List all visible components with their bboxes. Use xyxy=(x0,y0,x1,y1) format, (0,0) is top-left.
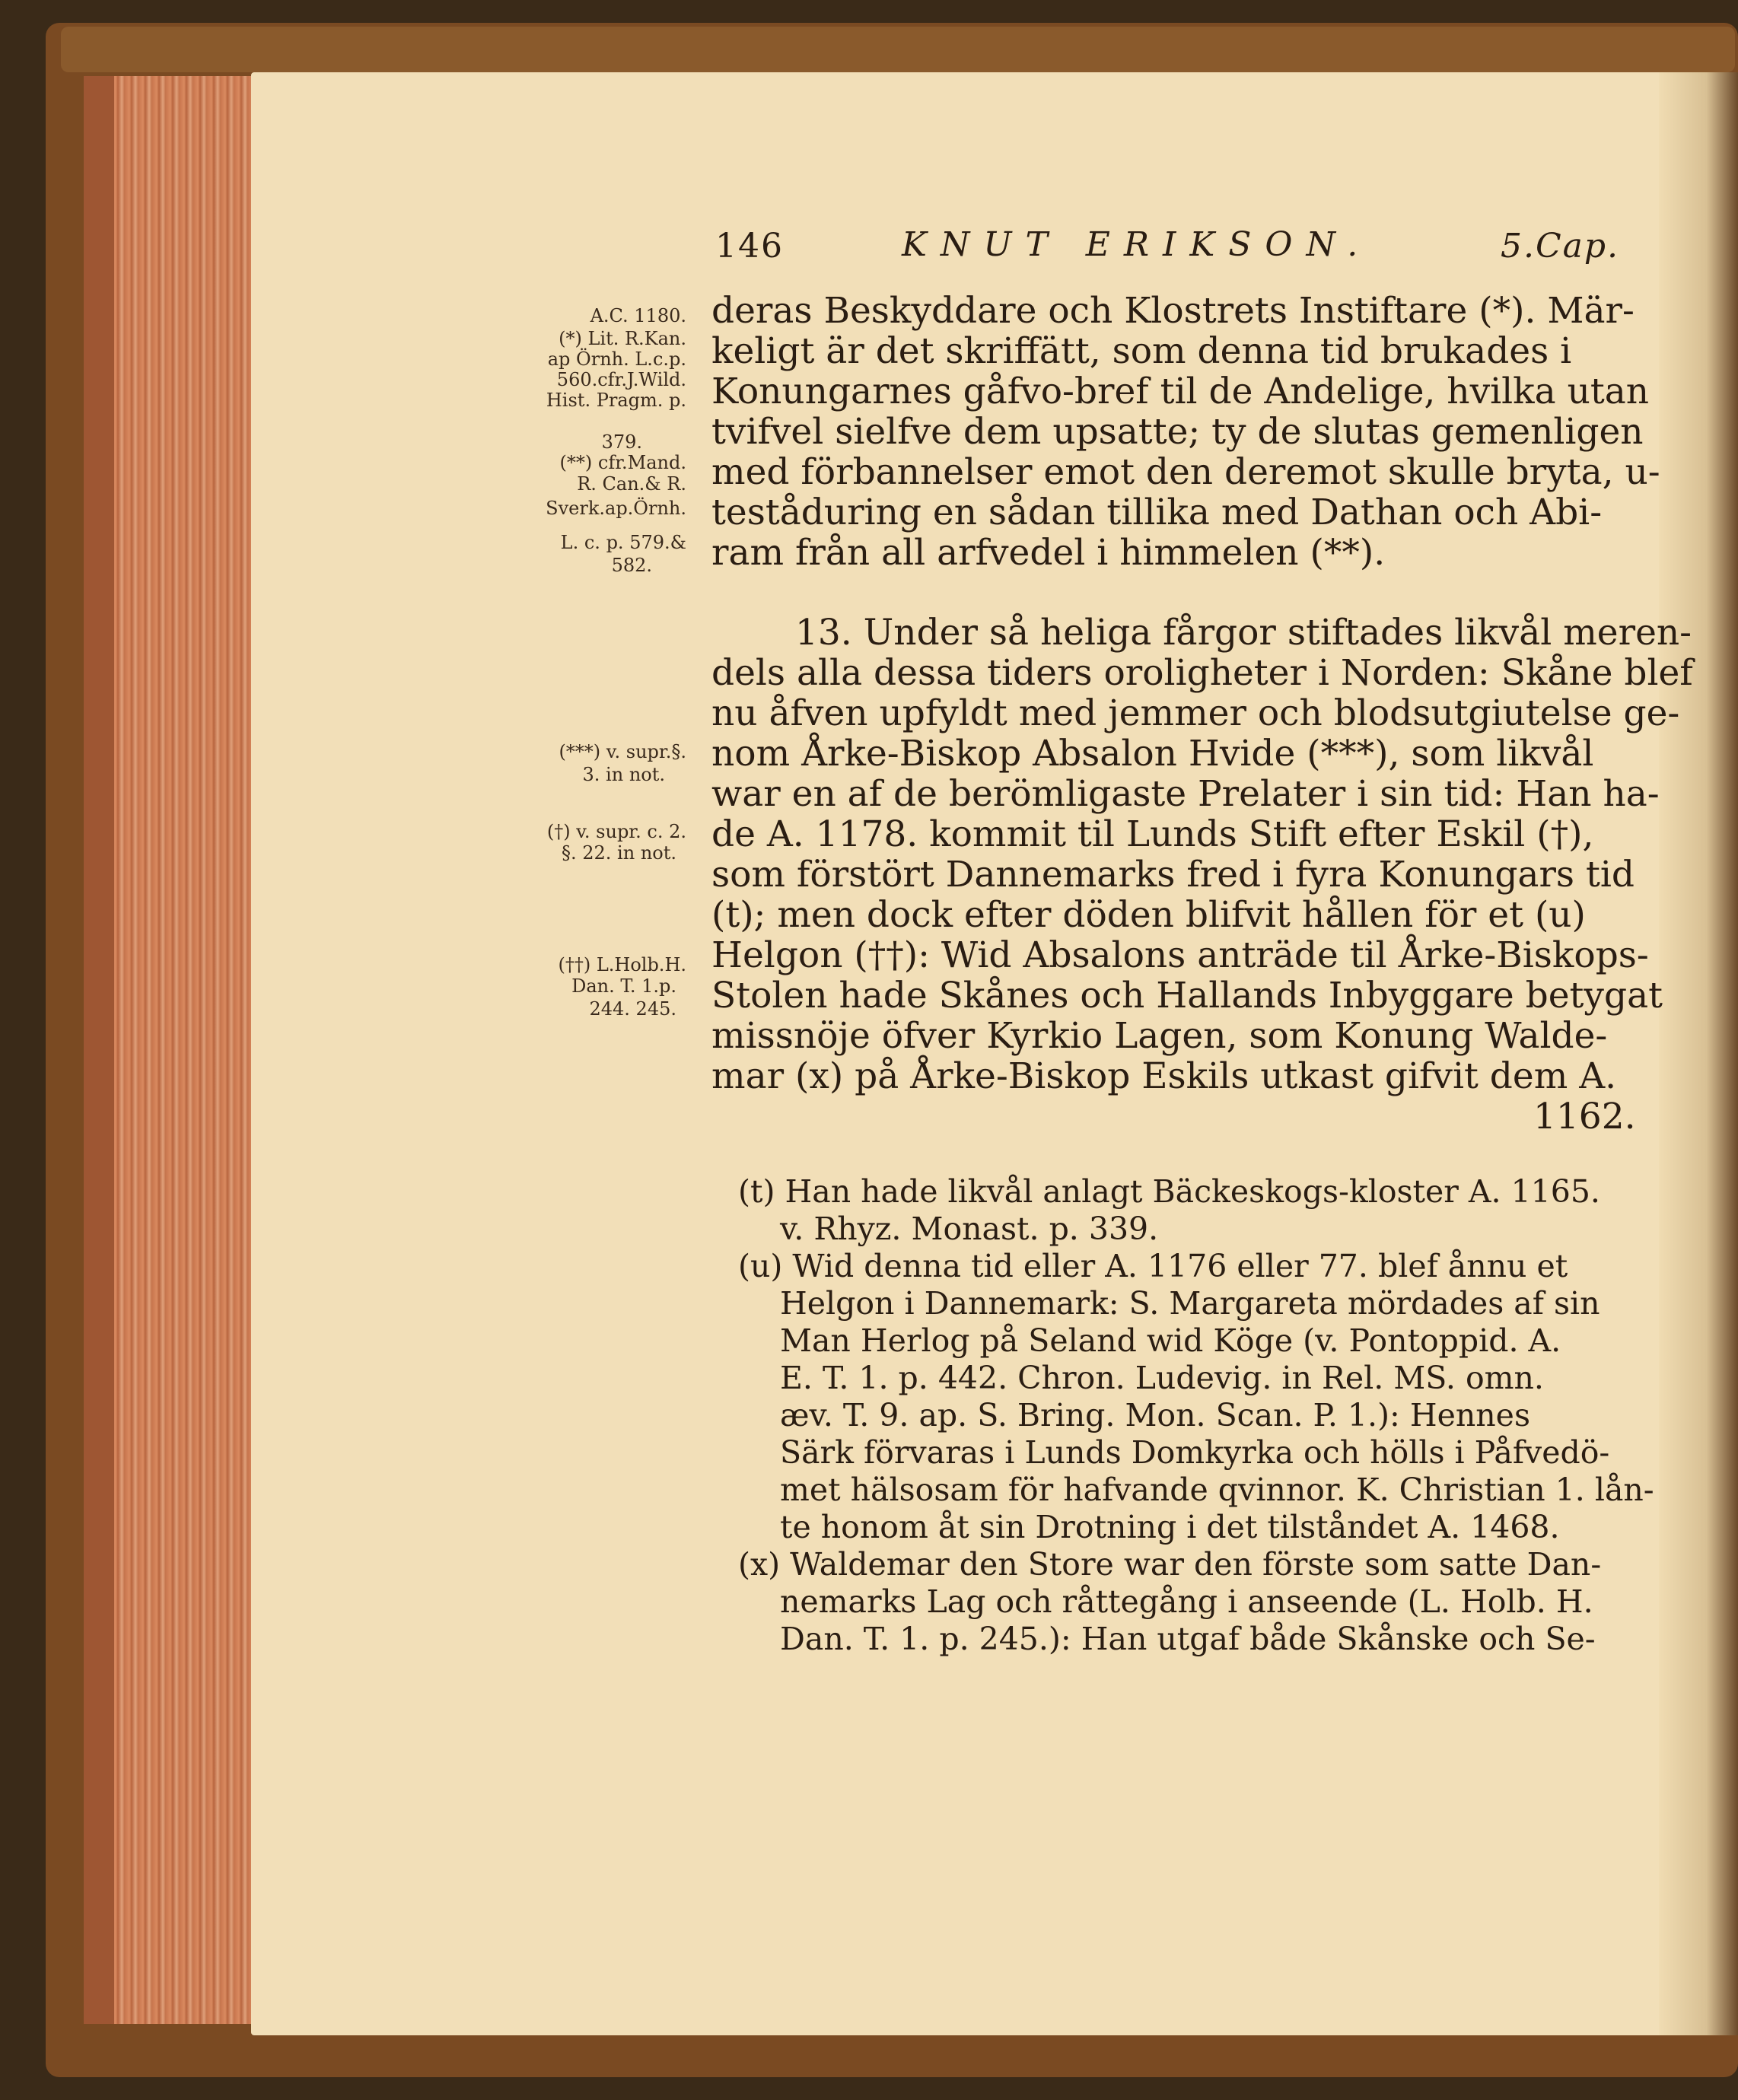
margin-note: Sverk.ap.Örnh. xyxy=(546,498,686,519)
margin-note: 582. xyxy=(611,555,652,576)
text-line: 1162. xyxy=(1533,1096,1636,1138)
margin-note: §. 22. in not. xyxy=(562,842,676,864)
margin-note: 3. in not. xyxy=(582,764,665,785)
text-line: Konungarnes gåfvo-bref til de Andelige, hvilka utan xyxy=(711,371,1650,412)
text-line: war en af de berömligaste Prelater i sin tid: Han ha- xyxy=(711,773,1660,815)
book-cover-top xyxy=(61,27,1735,72)
margin-note: Dan. T. 1.p. xyxy=(571,975,676,997)
margin-note: R. Can.& R. xyxy=(577,473,686,495)
page-number: 146 xyxy=(715,227,784,266)
text-line: keligt är det skriffätt, som denna tid brukades i xyxy=(711,330,1572,372)
footnote-line: E. T. 1. p. 442. Chron. Ludevig. in Rel. MS. omn. xyxy=(780,1360,1544,1396)
text-line: dels alla dessa tiders oroligheter i Norden: Skåne blef xyxy=(711,652,1693,694)
text-line: med förbannelser emot den deremot skulle bryta, u- xyxy=(711,451,1660,493)
text-line: (t); men dock efter döden blifvit hållen för et (u) xyxy=(711,894,1586,936)
text-line: nu åfven upfyldt med jemmer och blodsutgiutelse ge- xyxy=(711,692,1680,734)
margin-note: ap Örnh. L.c.p. xyxy=(547,348,686,370)
text-line: missnöje öfver Kyrkio Lagen, som Konung Walde- xyxy=(711,1015,1608,1057)
margin-note: Hist. Pragm. p. xyxy=(546,390,686,411)
footnote-line: met hälsosam för hafvande qvinnor. K. Christian 1. lån- xyxy=(780,1472,1654,1508)
footnote-line: te honom åt sin Drotning i det tilståndet A. 1468. xyxy=(780,1509,1560,1545)
footnote-line: (u) Wid denna tid eller A. 1176 eller 77. blef ånnu et xyxy=(738,1248,1568,1284)
footnote-line: Dan. T. 1. p. 245.): Han utgaf både Skånske och Se- xyxy=(780,1621,1596,1657)
text-line: tvifvel sielfve dem upsatte; ty de slutas gemenligen xyxy=(711,411,1644,453)
margin-note: 560.cfr.J.Wild. xyxy=(556,369,686,390)
footnote-line: Helgon i Dannemark: S. Margareta mördades af sin xyxy=(780,1285,1600,1322)
text-line: nom Årke-Biskop Absalon Hvide (***), som likvål xyxy=(711,733,1594,775)
footnote-line: Man Herlog på Seland wid Köge (v. Pontoppid. A. xyxy=(780,1322,1561,1359)
footnote-line: Särk förvaras i Lunds Domkyrka och hölls i Påfvedö- xyxy=(780,1434,1610,1471)
text-line: ram från all arfvedel i himmelen (**). xyxy=(711,532,1386,574)
margin-note: (††) L.Holb.H. xyxy=(558,954,686,975)
margin-note: (**) cfr.Mand. xyxy=(559,452,686,473)
text-line: teståduring en sådan tillika med Dathan och Abi- xyxy=(711,492,1603,533)
margin-note: A.C. 1180. xyxy=(590,305,686,326)
footnote-line: æv. T. 9. ap. S. Bring. Mon. Scan. P. 1.): Hennes xyxy=(780,1397,1530,1433)
page-gutter xyxy=(1659,72,1738,2035)
text-line: Stolen hade Skånes och Hallands Inbyggare betygat xyxy=(711,975,1663,1017)
margin-note: L. c. p. 579.& xyxy=(560,532,686,553)
text-line: Helgon (††): Wid Absalons anträde til Årke-Biskops- xyxy=(711,934,1649,976)
text-line: deras Beskyddare och Klostrets Instiftare (*). Mär- xyxy=(711,290,1635,332)
text-line: mar (x) på Årke-Biskop Eskils utkast gifvit dem A. xyxy=(711,1055,1617,1097)
margin-note: 379. xyxy=(601,431,642,453)
footnote-line: nemarks Lag och råttegång i anseende (L. Holb. H. xyxy=(780,1583,1593,1620)
text-line: 13. Under så heliga fårgor stiftades likvål meren- xyxy=(795,612,1692,654)
text-line: som förstört Dannemarks fred i fyra Konungars tid xyxy=(711,854,1635,896)
margin-note: 244. 245. xyxy=(589,998,676,1020)
footnote-line: (x) Waldemar den Store war den förste som satte Dan- xyxy=(738,1546,1602,1583)
margin-note: (***) v. supr.§. xyxy=(559,741,686,762)
page-edges-shadow xyxy=(84,76,114,2024)
running-title: KNUT ERIKSON. xyxy=(902,225,1372,264)
text-line: de A. 1178. kommit til Lunds Stift efter Eskil (†), xyxy=(711,813,1594,855)
chapter-label: 5.Cap. xyxy=(1501,227,1620,266)
margin-note: (†) v. supr. c. 2. xyxy=(546,821,686,842)
footnote-line: v. Rhyz. Monast. p. 339. xyxy=(780,1211,1159,1247)
footnote-line: (t) Han hade likvål anlagt Bäckeskogs-kloster A. 1165. xyxy=(738,1173,1600,1210)
margin-note: (*) Lit. R.Kan. xyxy=(559,328,686,349)
